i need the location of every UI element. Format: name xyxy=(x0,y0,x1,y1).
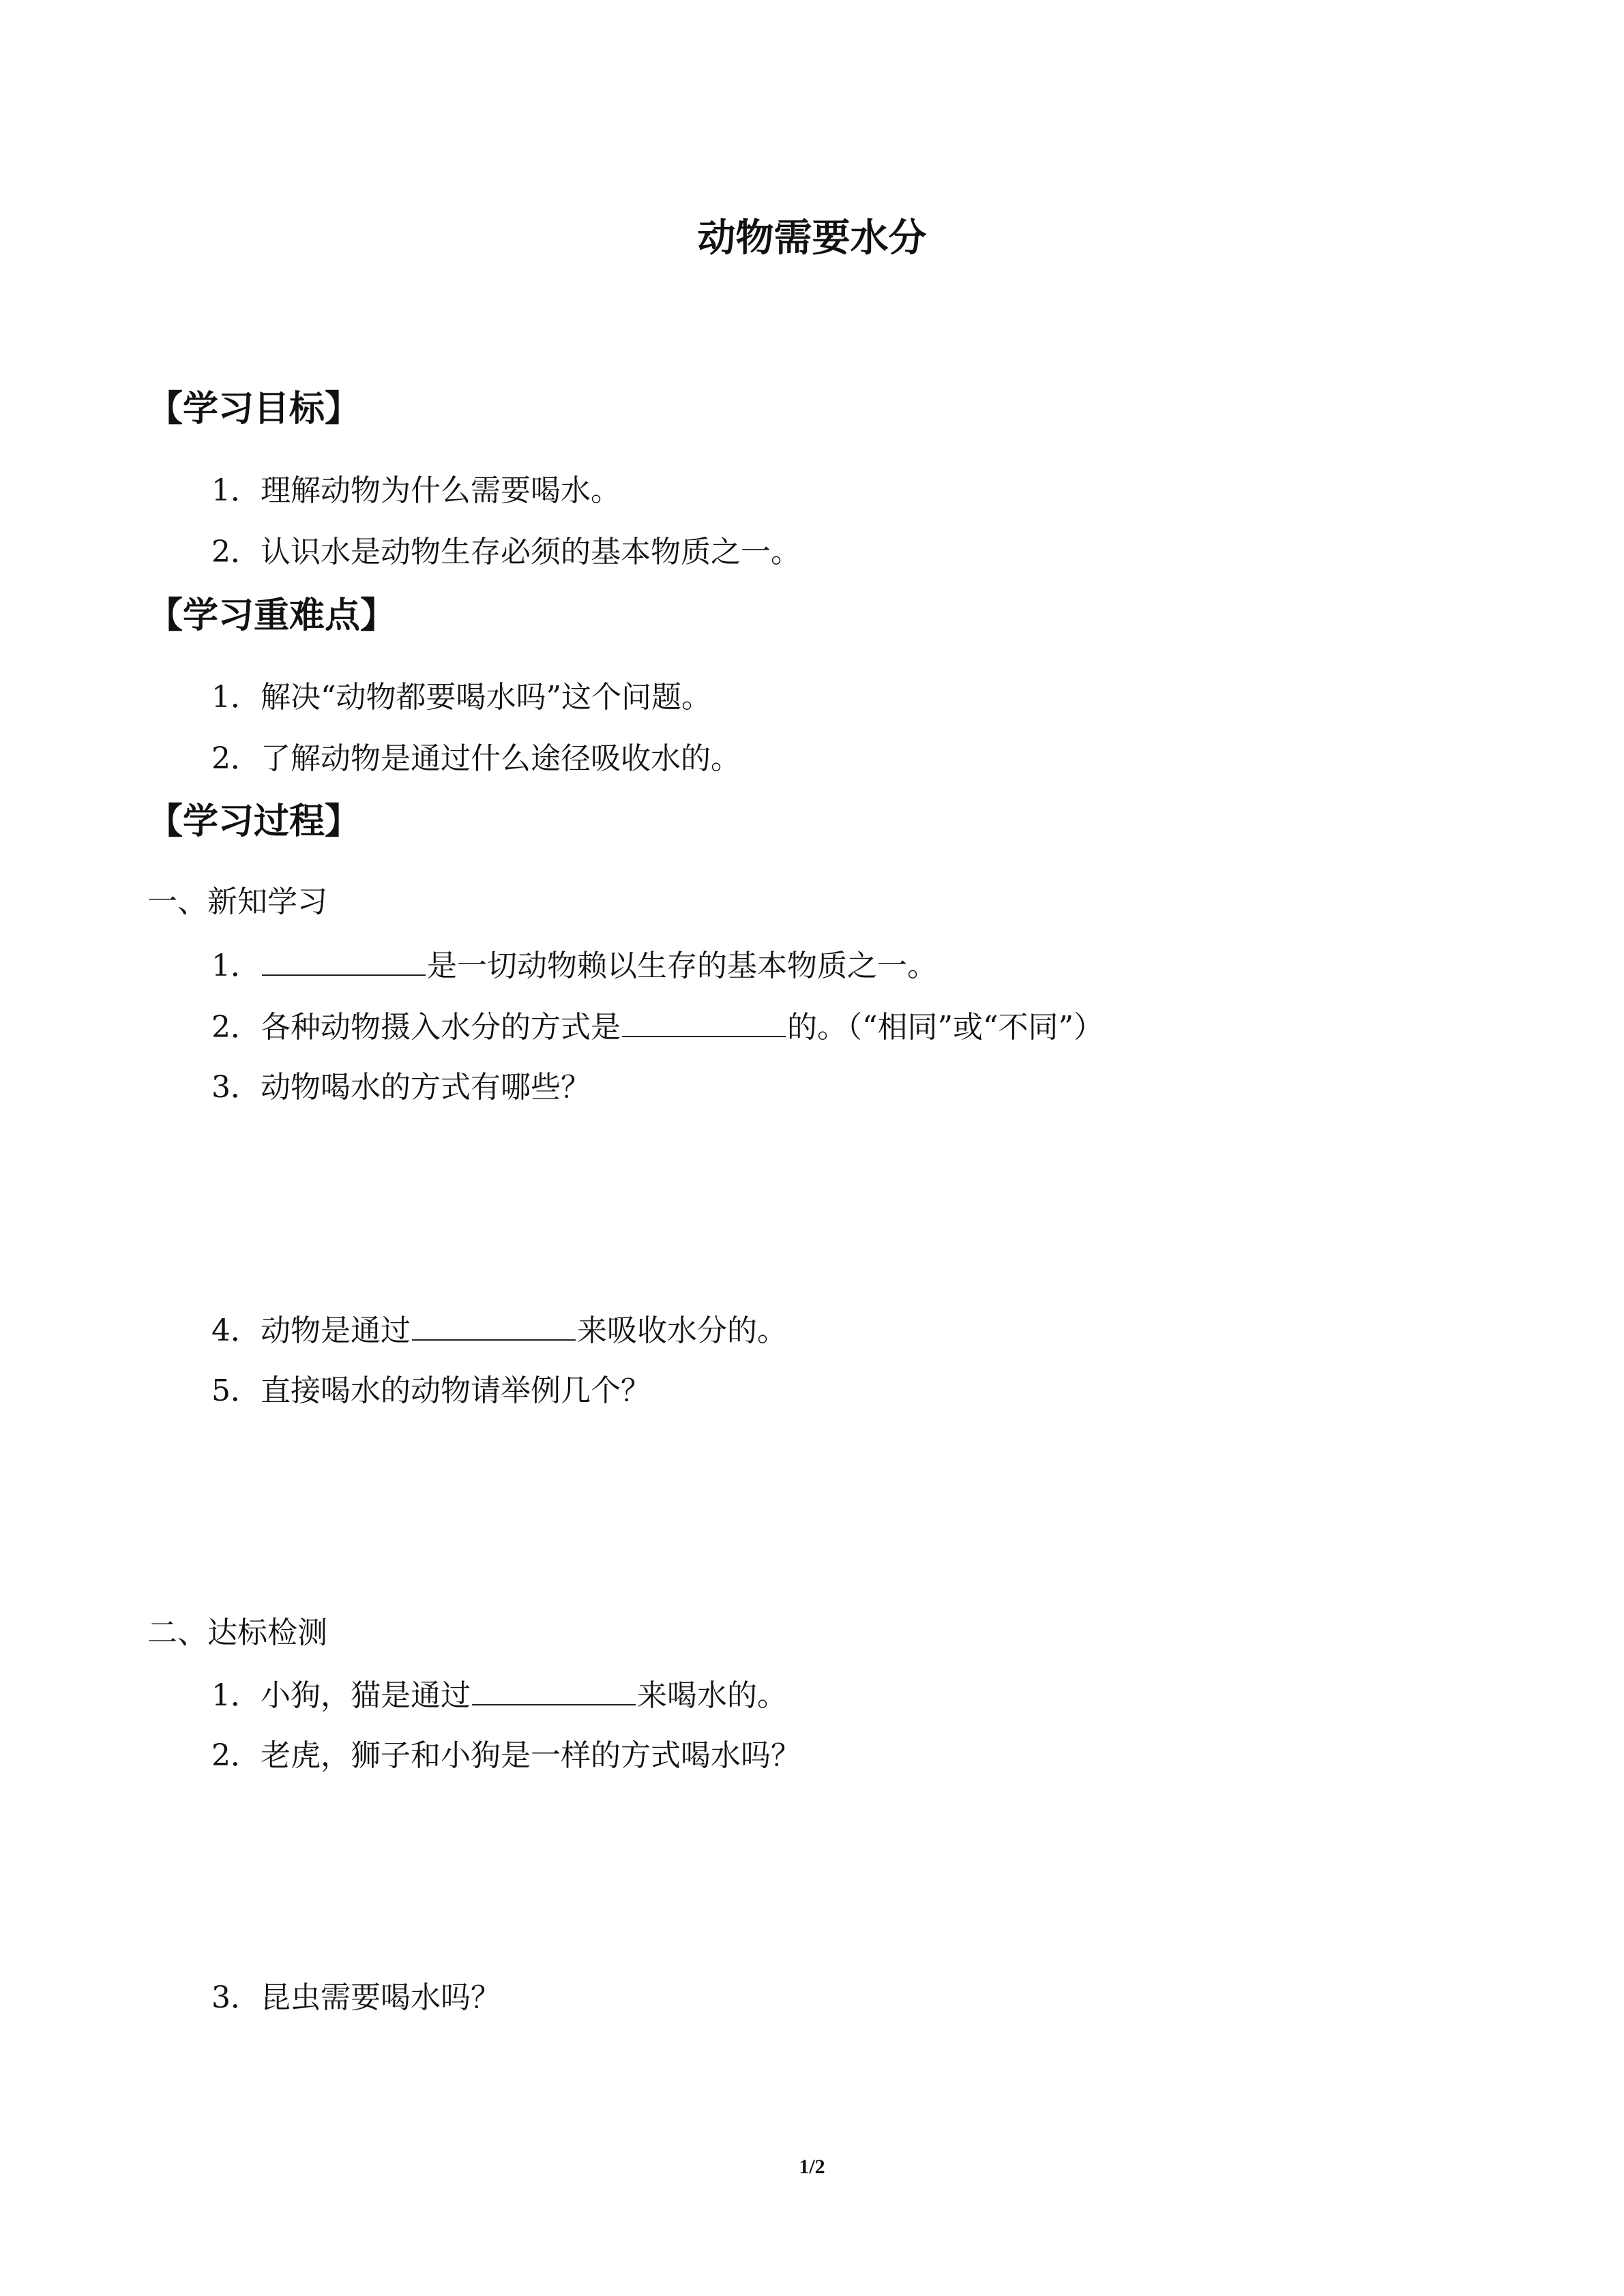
part1-question-4 xyxy=(211,1309,787,1352)
part1-q4-prefix: 4．动物是通过 xyxy=(211,1313,411,1348)
process-heading: 【学习过程】 xyxy=(147,801,361,842)
part2-q1-prefix: 1．小狗，猫是通过 xyxy=(211,1678,471,1713)
part2-question-2: 2．老虎，狮子和小狗是一样的方式喝水吗？ xyxy=(211,1738,801,1773)
part2-question-1 xyxy=(211,1674,787,1716)
page-number: 1/2 xyxy=(799,2156,825,2178)
part1-q1-prefix: 1． xyxy=(211,949,261,983)
answer-blank[interactable] xyxy=(472,1674,636,1705)
objectives-heading: 【学习目标】 xyxy=(147,389,361,430)
answer-blank[interactable] xyxy=(262,944,426,976)
key-points-heading: 【学习重难点】 xyxy=(147,595,396,636)
part1-q1-suffix: 是一切动物赖以生存的基本物质之一。 xyxy=(427,949,937,983)
key-point-item-1: 1．解决“动物都要喝水吗”这个问题。 xyxy=(211,680,711,715)
objective-item-2: 2．认识水是动物生存必须的基本物质之一。 xyxy=(211,535,801,569)
answer-blank[interactable] xyxy=(622,1006,786,1037)
objective-item-1: 1．理解动物为什么需要喝水。 xyxy=(211,473,621,508)
part1-question-3: 3．动物喝水的方式有哪些？ xyxy=(211,1070,591,1105)
part1-q4-suffix: 来吸收水分的。 xyxy=(577,1313,787,1348)
part2-label: 二、达标检测 xyxy=(147,1615,327,1650)
part1-q2-prefix: 2．各种动物摄入水分的方式是 xyxy=(211,1010,621,1045)
part1-question-1 xyxy=(211,944,937,987)
part1-question-2 xyxy=(211,1006,1104,1048)
part2-q1-suffix: 来喝水的。 xyxy=(637,1678,787,1713)
part1-q2-suffix: 的。（“相同”或“不同”） xyxy=(787,1010,1104,1045)
answer-blank[interactable] xyxy=(412,1309,576,1341)
part1-question-5: 5．直接喝水的动物请举例几个？ xyxy=(211,1373,651,1408)
key-point-item-2: 2．了解动物是通过什么途径吸收水的。 xyxy=(211,741,741,776)
part1-label: 一、新知学习 xyxy=(147,884,327,919)
part2-question-3: 3．昆虫需要喝水吗？ xyxy=(211,1980,501,2015)
page-title: 动物需要水分 xyxy=(697,216,927,260)
